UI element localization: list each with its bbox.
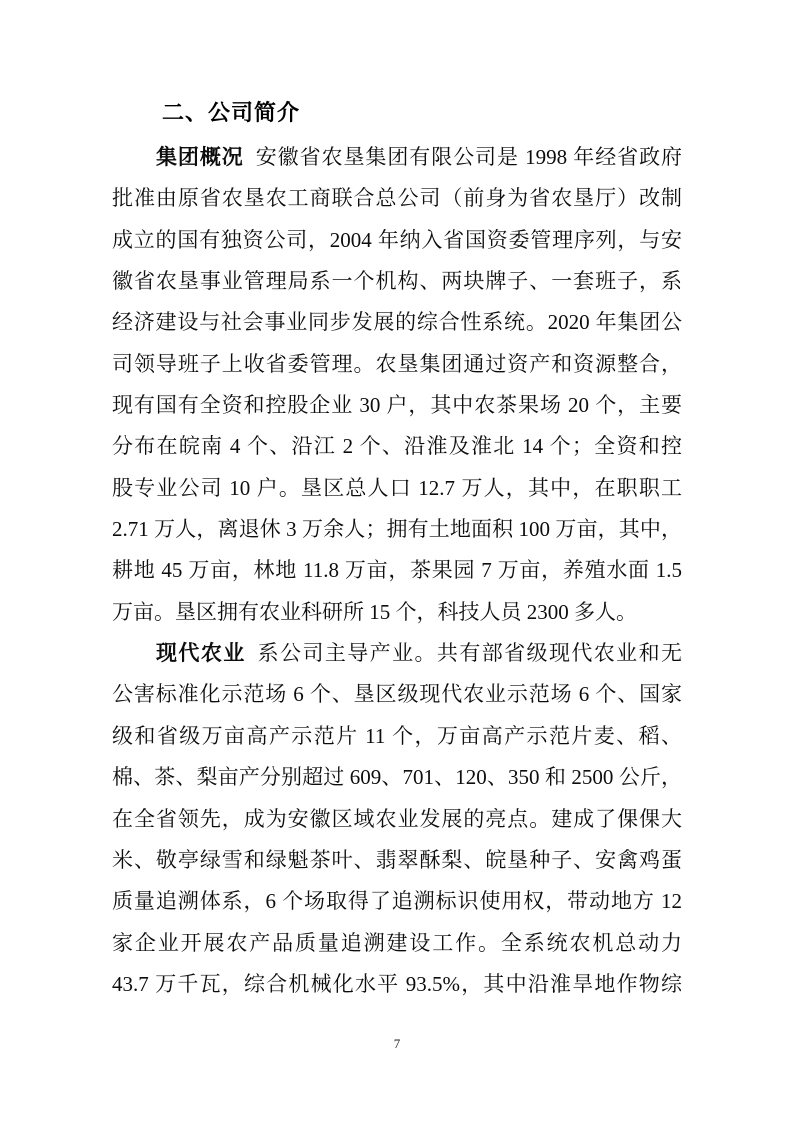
paragraph-line: 家企业开展农产品质量追溯建设工作。全系统农机总动力 [112, 930, 682, 955]
document-body [112, 137, 682, 1005]
paragraph-line: 在全省领先，成为安徽区域农业发展的亮点。建成了倮倮大 [112, 806, 682, 831]
section-heading: 二、公司简介 [162, 100, 301, 125]
paragraph-line: 公害标准化示范场 6 个、垦区级现代农业示范场 6 个、国家 [112, 682, 682, 707]
paragraph-line: 质量追溯体系，6 个场取得了追溯标识使用权，带动地方 12 [112, 889, 682, 914]
paragraph-first-line [112, 633, 682, 674]
paragraph-line: 成立的国有独资公司，2004 年纳入省国资委管理序列，与安 [112, 227, 682, 252]
paragraph-line: 现有国有全资和控股企业 30 户，其中农茶果场 20 个，主要 [112, 393, 682, 418]
paragraph-line: 级和省级万亩高产示范片 11 个，万亩高产示范片麦、稻、 [112, 723, 682, 748]
paragraph-line: 棉、茶、梨亩产分别超过 609、701、120、350 和 2500 公斤， [112, 765, 682, 790]
page-number: 7 [393, 1036, 401, 1051]
paragraph-line: 股专业公司 10 户。垦区总人口 12.7 万人，其中，在职职工 [112, 475, 682, 500]
paragraph-line: 耕地 45 万亩，林地 11.8 万亩，茶果园 7 万亩，养殖水面 1.5 [112, 558, 682, 583]
paragraph-first-line [112, 137, 682, 178]
paragraph-lead-label: 集团概况 [156, 146, 244, 169]
paragraph-lead-label: 现代农业 [156, 642, 246, 666]
paragraph-line: 批准由原省农垦农工商联合总公司（前身为省农垦厅）改制 [112, 186, 682, 211]
paragraph-text: 系公司主导产业。共有部省级现代农业和无 [257, 641, 683, 666]
paragraph-text: 安徽省农垦集团有限公司是 1998 年经省政府 [255, 145, 683, 169]
paragraph-line: 经济建设与社会事业同步发展的综合性系统。2020 年集团公 [112, 310, 682, 335]
paragraph-line: 2.71 万人，离退休 3 万余人；拥有土地面积 100 万亩，其中， [112, 517, 682, 542]
paragraph-line: 司领导班子上收省委管理。农垦集团通过资产和资源整合， [112, 351, 682, 376]
paragraph-line: 徽省农垦事业管理局系一个机构、两块牌子、一套班子，系 [112, 269, 682, 294]
paragraph-last-line: 万亩。垦区拥有农业科研所 15 个，科技人员 2300 多人。 [112, 599, 637, 624]
paragraph-line: 43.7 万千瓦，综合机械化水平 93.5%，其中沿淮旱地作物综 [112, 971, 682, 996]
paragraph-line: 米、敬亭绿雪和绿魁茶叶、翡翠酥梨、皖垦种子、安禽鸡蛋 [112, 847, 682, 872]
paragraph-line: 分布在皖南 4 个、沿江 2 个、沿淮及淮北 14 个；全资和控 [112, 434, 682, 459]
